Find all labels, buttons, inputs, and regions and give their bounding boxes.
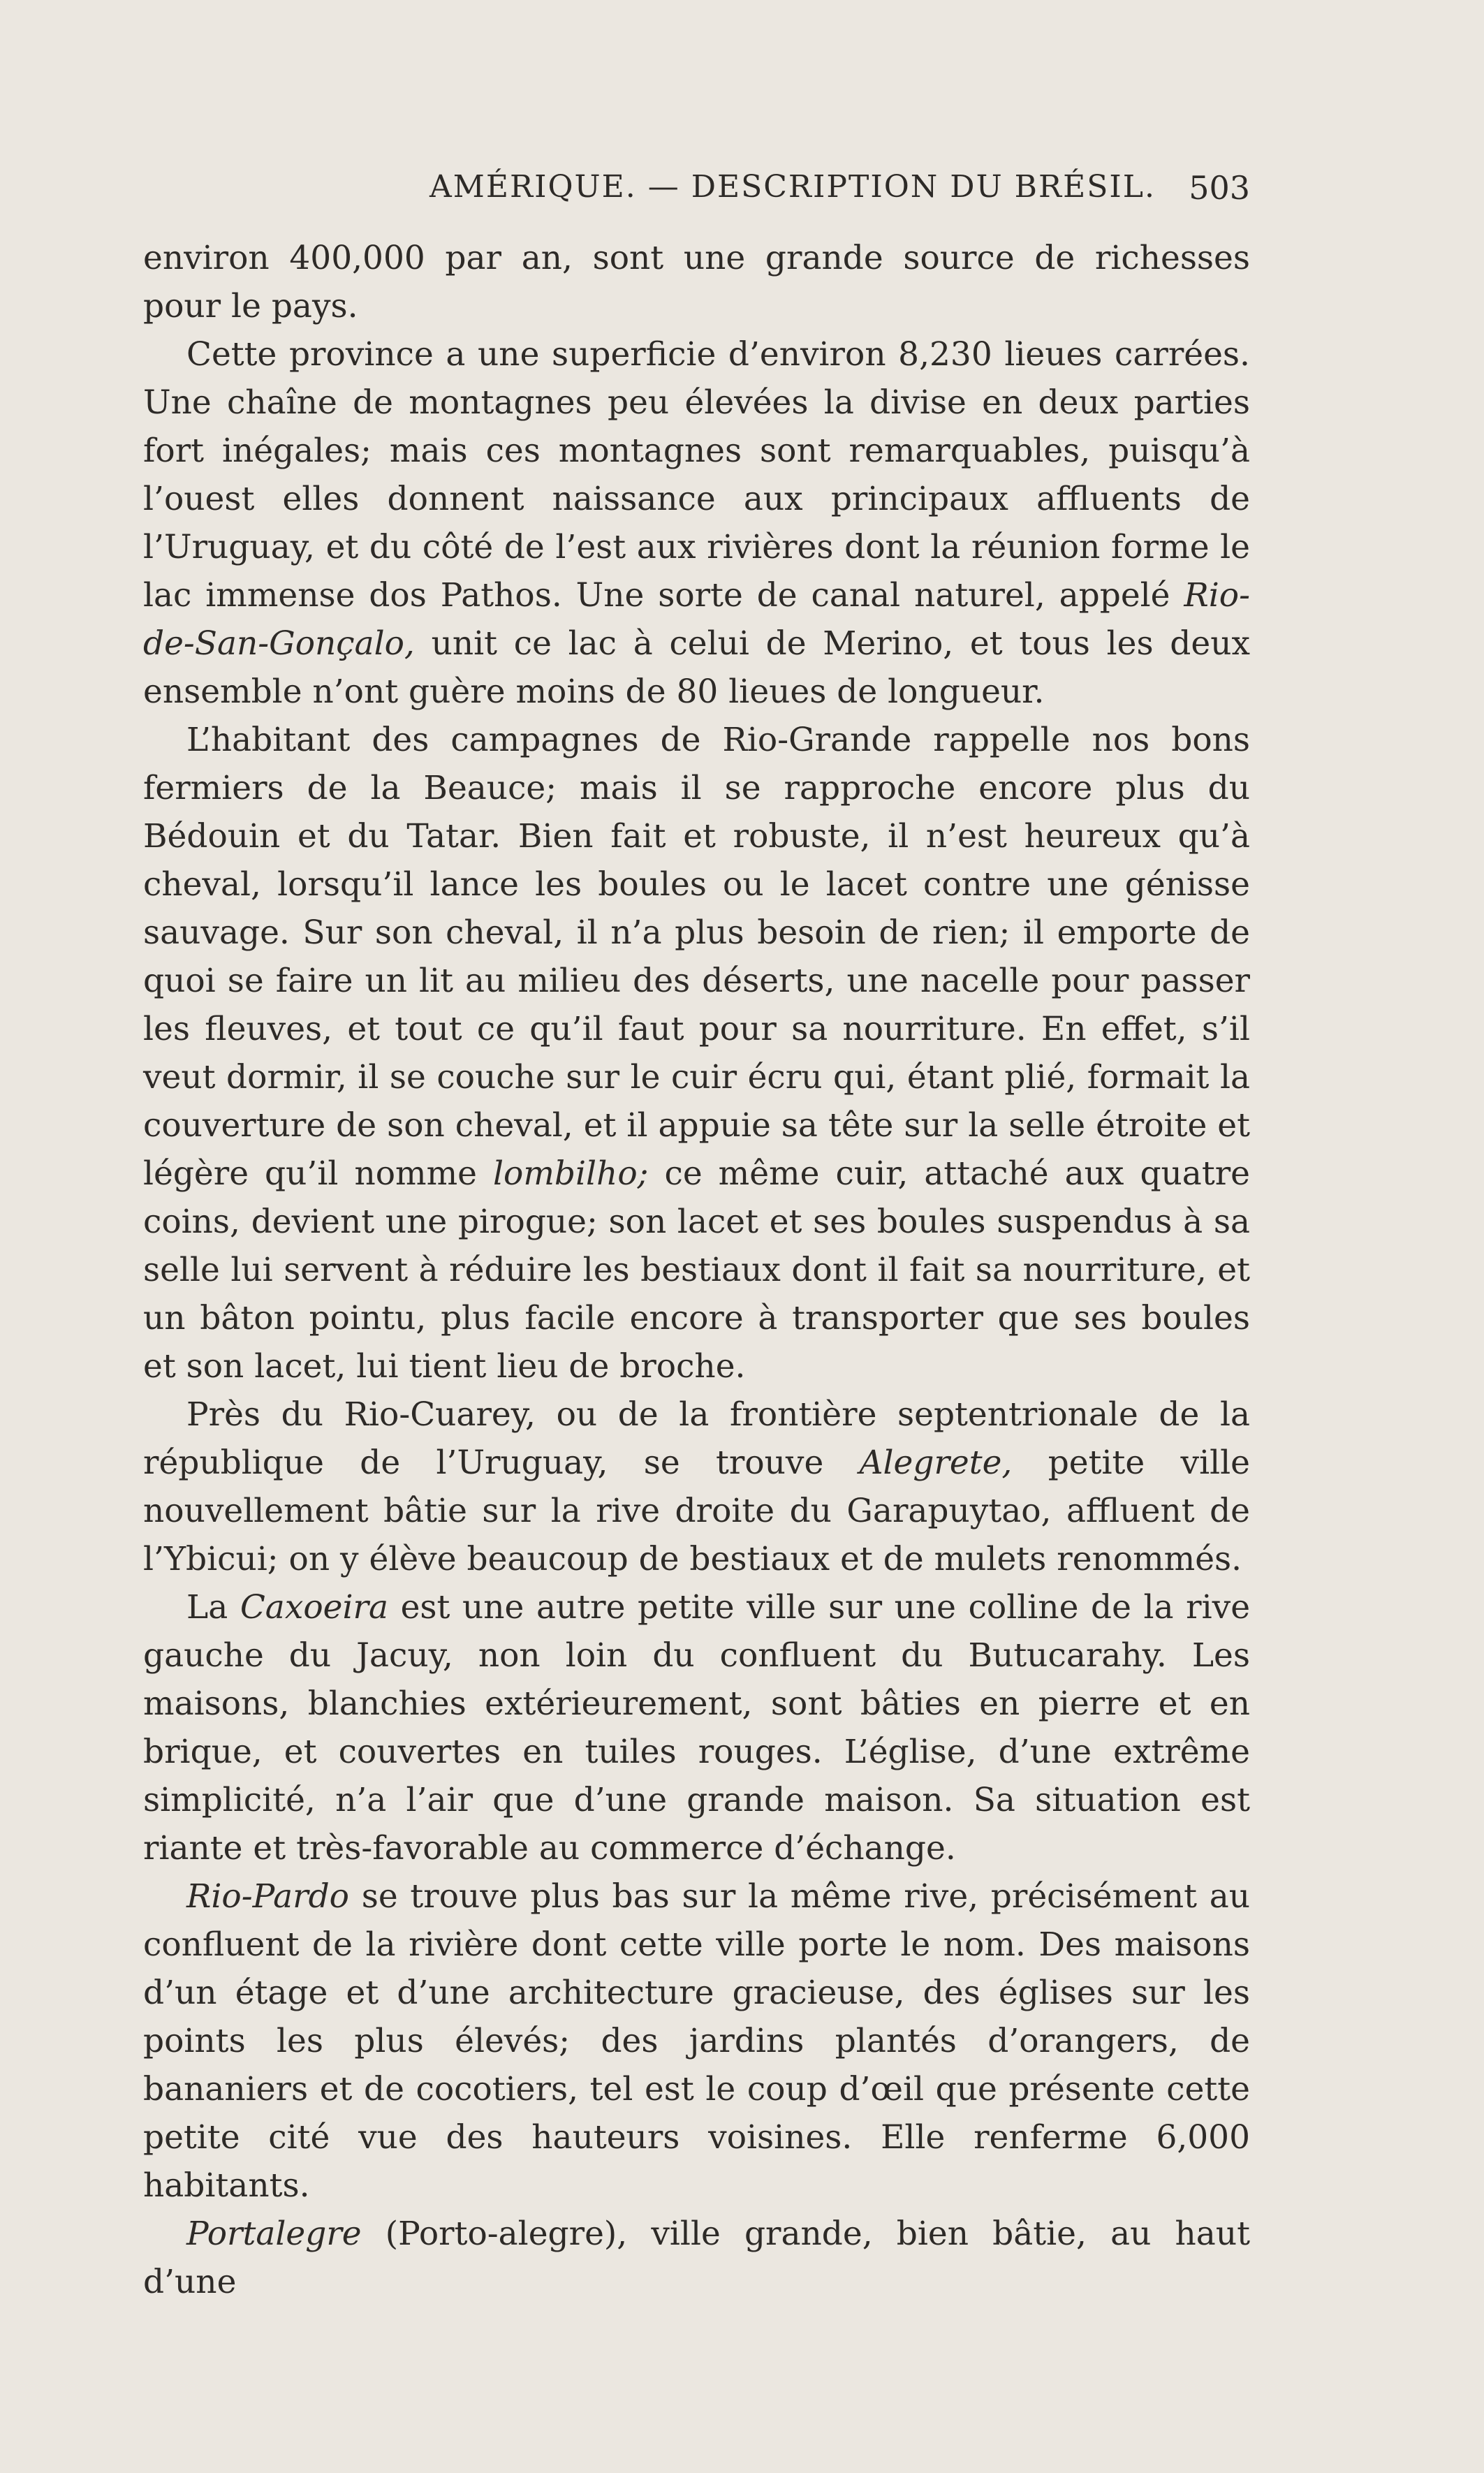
paragraph-text: petite ville nouvellement bâtie sur la rive droite du Garapuytao, affluent de l’Ybicui; on y élève beaucoup de bestiaux et de mulets renommés. — [143, 1444, 1250, 1578]
paragraph-text: (Porto-alegre), ville grande, bien bâtie, au haut d’une — [143, 2215, 1250, 2301]
paragraph-alegrete — [143, 1390, 1250, 1583]
page-header — [143, 169, 1250, 211]
italic-place-name: Rio-de-San-Gonçalo, — [143, 576, 1250, 663]
paragraph-text: environ 400,000 par an, sont une grande source de richesses pour le pays. — [143, 239, 1250, 325]
paragraph-text: L’habitant des campagnes de Rio-Grande rappelle nos bons fermiers de la Beauce; mais il se rapproche encore plus du Bédouin et du Tatar. Bien fait et robuste, il n’est heureux qu’à cheval, lorsqu’il lance les boules ou le lacet contre une génisse sauvage. Sur son cheval, il n’a plus besoin de rien; il emporte de quoi se faire un lit au milieu des déserts, une nacelle pour passer les fleuves, et tout ce qu’il faut pour sa nourriture. En effet, s’il veut dormir, il se couche sur le cuir écru qui, étant plié, formait la couverture de son cheval, et il appuie sa tête sur la selle étroite et légère qu’il nomme — [143, 721, 1250, 1193]
italic-place-name: Alegrete, — [859, 1444, 1013, 1482]
paragraph-portalegre — [143, 2210, 1250, 2306]
paragraph-inhabitant — [143, 716, 1250, 1390]
paragraph-rio-pardo — [143, 1872, 1250, 2210]
paragraph-text: Cette province a une superficie d’environ 8,230 lieues carrées. Une chaîne de montagnes peu élevées la divise en deux parties fort inégales; mais ces montagnes sont remarquables, puisqu’à l’ouest elles donnent naissance aux principaux affluents de l’Uruguay, et du côté de l’est aux rivières dont la réunion forme le lac immense dos Pathos. Une sorte de canal naturel, appelé — [143, 335, 1250, 615]
paragraph-caxoeira — [143, 1583, 1250, 1872]
paragraph-province-geography — [143, 330, 1250, 716]
body-text — [143, 234, 1250, 2306]
paragraph-text: ce même cuir, attaché aux quatre coins, devient une pirogue; son lacet et ses boules suspendus à sa selle lui servent à réduire les bestiaux dont il fait sa nourriture, et un bâton pointu, plus facile encore à transporter que ses boules et son lacet, lui tient lieu de broche. — [143, 1154, 1250, 1386]
italic-term: lombilho; — [493, 1154, 649, 1193]
paragraph-text: La — [186, 1588, 240, 1627]
running-title: AMÉRIQUE. — DESCRIPTION DU BRÉSIL. — [429, 169, 1156, 205]
italic-place-name: Caxoeira — [240, 1588, 388, 1627]
paragraph-text: Près du Rio-Cuarey, ou de la frontière septentrionale de la république de l’Uruguay, se trouve — [143, 1395, 1250, 1482]
page-number: 503 — [1189, 169, 1250, 207]
paragraph-continued-exports — [143, 234, 1250, 330]
paragraph-text: unit ce lac à celui de Merino, et tous les deux ensemble n’ont guère moins de 80 lieues de longueur. — [143, 624, 1250, 711]
italic-place-name: Rio-Pardo — [186, 1877, 349, 1916]
paragraph-text: se trouve plus bas sur la même rive, précisément au confluent de la rivière dont cette ville porte le nom. Des maisons d’un étage et d’une architecture gracieuse, des églises sur les points les plus élevés; des jardins plantés d’orangers, de bananiers et de cocotiers, tel est le coup d’œil que présente cette petite cité vue des hauteurs voisines. Elle renferme 6,000 habitants. — [143, 1877, 1250, 2205]
italic-place-name: Portalegre — [186, 2215, 362, 2253]
paragraph-text: est une autre petite ville sur une colline de la rive gauche du Jacuy, non loin du confluent du Butucarahy. Les maisons, blanchies extérieurement, sont bâties en pierre et en brique, et couvertes en tuiles rouges. L’église, d’une extrême simplicité, n’a l’air que d’une grande maison. Sa situation est riante et très-favorable au commerce d’échange. — [143, 1588, 1251, 1867]
